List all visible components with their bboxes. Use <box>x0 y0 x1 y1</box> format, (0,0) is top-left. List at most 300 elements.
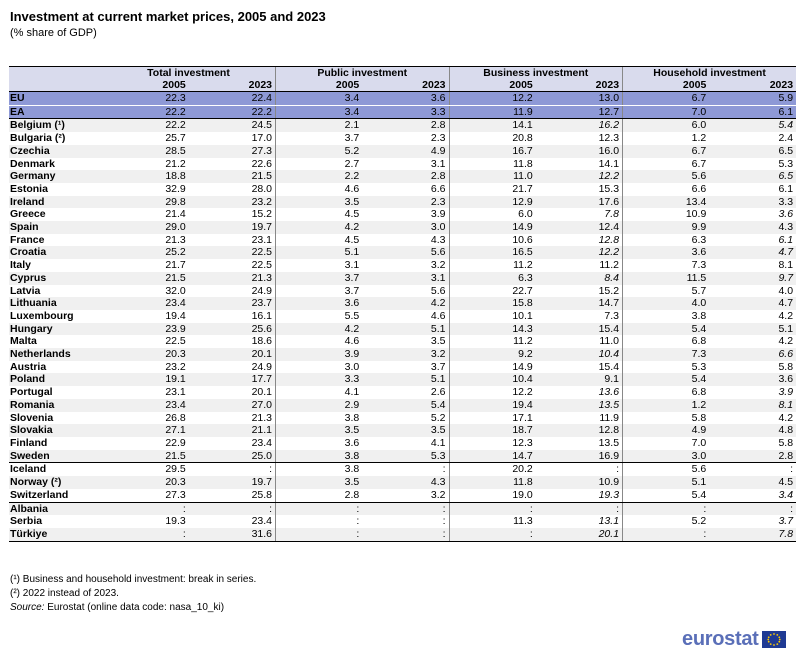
table-cell: 16.2 <box>536 119 623 132</box>
year-header: 2005 <box>102 80 189 92</box>
table-cell: 27.1 <box>102 424 189 437</box>
table-row <box>9 183 796 196</box>
table-cell: 24.5 <box>189 119 276 132</box>
table-cell: 7.0 <box>623 105 710 119</box>
table-cell: 27.3 <box>102 489 189 502</box>
year-header: 2023 <box>709 80 796 92</box>
table-cell: 16.1 <box>251 309 272 322</box>
row-label: Cyprus <box>9 272 102 285</box>
table-row <box>9 310 796 323</box>
table-cell: 5.8 <box>778 436 794 449</box>
table-cell: 6.8 <box>623 335 710 348</box>
table-cell: 32.9 <box>165 182 186 195</box>
table-cell: 5.9 <box>709 92 796 106</box>
table-cell: 14.3 <box>449 323 536 336</box>
table-cell: 3.8 <box>276 412 363 425</box>
table-row <box>9 489 796 502</box>
table-row <box>9 373 796 386</box>
table-row <box>9 196 796 209</box>
table-cell: 22.4 <box>189 92 276 106</box>
table-cell: 2.3 <box>362 196 449 209</box>
table-cell: 5.6 <box>623 463 710 476</box>
table-cell: 12.3 <box>449 437 536 450</box>
table-cell: 4.5 <box>276 208 363 221</box>
row-label: Estonia <box>10 182 48 195</box>
table-cell: 15.4 <box>598 360 620 373</box>
table-row <box>9 437 796 450</box>
row-label: Malta <box>10 335 37 348</box>
table-cell: : <box>623 502 710 515</box>
table-cell: 5.2 <box>430 411 446 424</box>
row-label: Finland <box>10 436 48 449</box>
table-cell: : <box>362 528 449 541</box>
table-cell: 12.9 <box>449 196 536 209</box>
table-cell: : <box>276 528 363 541</box>
table-cell: 5.6 <box>623 170 710 183</box>
table-cell: : <box>189 502 276 515</box>
row-label: Denmark <box>10 157 55 170</box>
table-cell: : <box>442 515 446 528</box>
table-cell: 6.1 <box>778 233 794 246</box>
table-cell: 8.1 <box>709 399 796 412</box>
table-cell: 17.7 <box>189 373 276 386</box>
table-cell: 24.9 <box>251 360 272 373</box>
table-row <box>9 450 796 463</box>
table-cell: 8.4 <box>536 272 623 285</box>
row-label: Spain <box>9 221 102 234</box>
table-cell: 12.4 <box>536 221 623 234</box>
table-cell: 5.3 <box>623 361 710 374</box>
table-cell: 19.7 <box>189 221 276 234</box>
table-cell: 4.1 <box>430 436 446 449</box>
row-label: Netherlands <box>9 348 102 361</box>
row-label: Romania <box>9 399 102 412</box>
logo-text: eurostat <box>682 627 759 650</box>
eurostat-logo <box>682 629 786 649</box>
table-cell: 3.8 <box>623 310 710 323</box>
table-cell: 11.2 <box>449 335 536 348</box>
table-cell: 13.5 <box>598 436 620 449</box>
table-cell: 24.9 <box>251 284 272 297</box>
table-cell: 21.3 <box>189 272 276 285</box>
table-cell: 3.7 <box>430 360 446 373</box>
corner-cell <box>9 80 102 92</box>
table-cell: 18.6 <box>251 335 272 348</box>
table-cell: 12.8 <box>536 424 623 437</box>
table-cell: 32.0 <box>165 284 186 297</box>
table-cell: 29.5 <box>165 463 186 476</box>
table-cell: 5.1 <box>623 476 710 489</box>
table-cell: 9.9 <box>623 221 710 234</box>
table-cell: 9.1 <box>536 373 623 386</box>
table-cell: 5.4 <box>362 399 449 412</box>
table-cell: 4.2 <box>778 335 794 348</box>
table-cell: 1.2 <box>623 132 710 145</box>
table-cell: 3.7 <box>276 272 363 285</box>
table-cell: 5.7 <box>623 285 710 298</box>
table-cell: 13.0 <box>536 92 623 106</box>
table-cell: 2.8 <box>362 170 449 183</box>
table-cell: 3.6 <box>362 92 449 106</box>
row-label: Latvia <box>10 284 41 297</box>
table-cell: 19.3 <box>165 515 186 528</box>
table-cell: 3.4 <box>276 92 363 106</box>
table-cell: 25.0 <box>189 450 276 463</box>
table-cell: 21.7 <box>165 259 186 272</box>
table-row <box>9 412 796 425</box>
row-label: Czechia <box>9 145 102 158</box>
row-label: EA <box>9 105 102 119</box>
col-group-total: Total investment <box>102 67 276 81</box>
table-cell: 31.6 <box>189 528 276 541</box>
table-cell: : <box>276 502 363 515</box>
table-cell: 20.1 <box>536 528 623 541</box>
table-cell: 6.1 <box>778 182 794 195</box>
table-cell: 20.1 <box>189 348 276 361</box>
row-label: Slovenia <box>10 411 54 424</box>
table-cell: 27.3 <box>189 145 276 158</box>
table-cell: 16.0 <box>536 145 623 158</box>
row-label: Germany <box>9 170 102 183</box>
table-cell: 19.4 <box>449 399 536 412</box>
table-cell: 6.0 <box>449 208 536 221</box>
table-cell: 3.1 <box>276 259 363 272</box>
table-cell: 5.1 <box>276 246 363 259</box>
table-cell: 25.6 <box>189 323 276 336</box>
table-cell: 5.6 <box>362 246 449 259</box>
table-cell: 3.5 <box>276 196 363 209</box>
table-cell: 28.0 <box>251 182 272 195</box>
table-cell: 14.7 <box>536 297 623 310</box>
table-row <box>9 476 796 489</box>
table-row <box>9 515 796 528</box>
table-row <box>9 259 796 272</box>
table-cell: 3.2 <box>430 259 446 272</box>
table-cell: 10.9 <box>623 208 710 221</box>
table-cell: 23.7 <box>189 297 276 310</box>
table-cell: 6.6 <box>709 348 796 361</box>
table-cell: 4.3 <box>709 221 796 234</box>
table-cell: 4.2 <box>276 221 363 234</box>
table-cell: 5.5 <box>276 310 363 323</box>
table-cell: 5.4 <box>623 373 710 386</box>
table-row <box>9 92 796 106</box>
table-cell: 9.2 <box>449 348 536 361</box>
table-row <box>9 208 796 221</box>
table-cell: 14.9 <box>449 221 536 234</box>
table-cell: 19.3 <box>536 489 623 502</box>
row-label: Iceland <box>10 463 47 476</box>
table-cell: : <box>276 515 363 528</box>
table-cell: 3.0 <box>276 361 363 374</box>
table-cell: 5.1 <box>362 373 449 386</box>
table-cell: 3.3 <box>276 373 363 386</box>
table-cell: 4.2 <box>778 309 794 322</box>
table-cell: 4.9 <box>623 424 710 437</box>
table-cell: 21.1 <box>189 424 276 437</box>
table-cell: 11.9 <box>599 411 620 424</box>
table-row <box>9 119 796 132</box>
row-label: Portugal <box>10 386 53 399</box>
table-cell: 15.8 <box>449 297 536 310</box>
table-cell: 13.1 <box>598 515 620 528</box>
table-cell: 7.3 <box>623 348 710 361</box>
table-cell: 3.9 <box>778 386 794 399</box>
table-row <box>9 335 796 348</box>
table-row <box>9 272 796 285</box>
table-cell: 6.3 <box>623 234 710 247</box>
table-cell: 2.8 <box>362 119 449 132</box>
table-cell: 4.0 <box>623 297 710 310</box>
table-row <box>9 361 796 374</box>
table-cell: 11.5 <box>623 272 710 285</box>
table-row <box>9 105 796 119</box>
column-group-header-row <box>9 67 796 81</box>
table-cell: 21.2 <box>165 157 186 170</box>
row-label: Luxembourg <box>10 309 74 322</box>
table-cell: 4.6 <box>430 309 446 322</box>
row-label: Slovakia <box>9 424 102 437</box>
source-label: Source: <box>10 602 45 613</box>
year-header: 2005 <box>449 80 536 92</box>
table-cell: 2.1 <box>276 119 363 132</box>
table-cell: 5.6 <box>430 284 446 297</box>
table-row <box>9 323 796 336</box>
table-cell: 4.2 <box>778 411 794 424</box>
table-cell: 4.7 <box>709 246 796 259</box>
row-label: Hungary <box>9 323 102 336</box>
row-label: Türkiye <box>9 528 102 541</box>
table-row <box>9 158 796 171</box>
table-cell: 21.3 <box>251 411 272 424</box>
table-cell: 22.2 <box>102 105 189 119</box>
table-cell: 12.3 <box>598 132 620 145</box>
table-cell: 5.2 <box>276 145 363 158</box>
table-cell: 1.2 <box>623 399 710 412</box>
table-cell: 7.3 <box>604 309 620 322</box>
table-cell: 4.6 <box>276 335 363 348</box>
table-cell: 7.8 <box>709 528 796 541</box>
footnote-2: (²) 2022 instead of 2023. <box>10 588 119 599</box>
row-label: Ireland <box>9 196 102 209</box>
table-cell: 12.2 <box>536 170 623 183</box>
table-cell: : <box>269 463 272 476</box>
table-cell: 3.6 <box>276 297 363 310</box>
year-header: 2023 <box>536 80 623 92</box>
table-cell: 5.2 <box>623 515 710 528</box>
table-row <box>9 463 796 476</box>
table-cell: 22.5 <box>251 259 272 272</box>
table-cell: : <box>442 463 446 476</box>
table-cell: 3.8 <box>276 450 363 463</box>
table-cell: 9.7 <box>709 272 796 285</box>
table-cell: 6.8 <box>623 386 710 399</box>
table-cell: 21.5 <box>189 170 276 183</box>
table-cell: 21.5 <box>102 450 189 463</box>
table-cell: 22.2 <box>189 105 276 119</box>
table-cell: 3.0 <box>362 221 449 234</box>
table-cell: 10.4 <box>449 373 536 386</box>
table-cell: 22.2 <box>102 119 189 132</box>
table-cell: 11.8 <box>449 476 536 489</box>
table-cell: 4.9 <box>362 145 449 158</box>
footnote-1: (¹) Business and household investment: break in series. <box>10 574 257 585</box>
table-cell: : <box>623 528 710 541</box>
table-cell: 21.4 <box>165 208 186 221</box>
table-cell: 23.2 <box>189 196 276 209</box>
table-cell: : <box>536 502 623 515</box>
source-line <box>10 601 256 615</box>
table-cell: 4.0 <box>778 284 794 297</box>
table-cell: 15.2 <box>251 208 272 221</box>
table-row <box>9 386 796 399</box>
table-cell: 12.2 <box>449 386 536 399</box>
table-cell: 6.6 <box>430 182 446 195</box>
col-group-business: Business investment <box>449 67 623 81</box>
table-cell: 6.7 <box>623 92 710 106</box>
table-cell: 23.4 <box>251 436 272 449</box>
table-cell: 8.1 <box>778 259 794 272</box>
row-label: Croatia <box>9 246 102 259</box>
table-cell: 5.3 <box>362 450 449 463</box>
table-cell: : <box>790 463 794 476</box>
row-label: Belgium (¹) <box>9 119 102 132</box>
table-cell: 21.7 <box>449 183 536 196</box>
table-cell: 10.9 <box>536 476 623 489</box>
table-cell: 14.7 <box>449 450 536 463</box>
table-cell: 3.3 <box>709 196 796 209</box>
table-cell: 5.8 <box>778 360 794 373</box>
table-cell: 3.6 <box>276 437 363 450</box>
table-cell: 16.5 <box>449 246 536 259</box>
row-label: Norway (²) <box>9 476 102 489</box>
table-cell: 4.5 <box>709 476 796 489</box>
table-cell: 29.0 <box>102 221 189 234</box>
table-cell: 7.3 <box>623 259 710 272</box>
table-cell: 13.5 <box>536 399 623 412</box>
table-cell: 2.2 <box>276 170 363 183</box>
table-cell: 4.2 <box>276 323 363 336</box>
table-cell: 22.9 <box>165 436 186 449</box>
table-cell: 3.0 <box>623 450 710 463</box>
table-cell: 15.4 <box>536 323 623 336</box>
table-cell: 15.3 <box>598 182 620 195</box>
table-cell: 5.4 <box>623 489 710 502</box>
table-cell: 6.7 <box>623 145 710 158</box>
table-row <box>9 221 796 234</box>
table-cell: 12.2 <box>536 246 623 259</box>
table-cell: 13.6 <box>598 386 620 399</box>
table-cell: 3.6 <box>623 246 710 259</box>
table-cell: 22.7 <box>449 285 536 298</box>
table-cell: 23.9 <box>102 323 189 336</box>
table-cell: 5.3 <box>778 157 794 170</box>
table-cell: 4.3 <box>362 476 449 489</box>
table-cell: 22.6 <box>251 157 272 170</box>
table-cell: 29.8 <box>102 196 189 209</box>
row-label: Poland <box>9 373 102 386</box>
table-cell: 14.9 <box>449 361 536 374</box>
table-cell: 10.4 <box>536 348 623 361</box>
table-cell: 19.1 <box>102 373 189 386</box>
table-cell: 17.1 <box>449 412 536 425</box>
table-cell: 23.4 <box>102 297 189 310</box>
eu-flag-icon <box>762 631 786 648</box>
table-cell: 15.2 <box>598 284 620 297</box>
table-cell: 20.2 <box>449 463 536 476</box>
table-cell: 20.3 <box>102 476 189 489</box>
table-subtitle: (% share of GDP) <box>10 27 97 39</box>
table-row <box>9 424 796 437</box>
table-cell: 7.0 <box>623 437 710 450</box>
table-cell: 5.4 <box>623 323 710 336</box>
table-cell: 2.3 <box>430 132 446 145</box>
table-cell: 6.3 <box>449 272 536 285</box>
table-row <box>9 297 796 310</box>
table-cell: 11.8 <box>449 158 536 171</box>
year-header: 2005 <box>276 80 363 92</box>
table-row <box>9 246 796 259</box>
table-cell: 19.4 <box>165 309 186 322</box>
table-cell: 25.8 <box>189 489 276 502</box>
table-cell: 4.7 <box>709 297 796 310</box>
table-cell: 11.0 <box>599 335 620 348</box>
table-cell: 28.5 <box>102 145 189 158</box>
table-cell: 6.5 <box>709 145 796 158</box>
table-cell: 13.4 <box>623 196 710 209</box>
corner-cell <box>9 67 102 81</box>
table-cell: 3.3 <box>362 105 449 119</box>
table-cell: 20.3 <box>102 348 189 361</box>
table-cell: 3.8 <box>276 463 363 476</box>
table-cell: 4.5 <box>276 234 363 247</box>
table-cell: 12.2 <box>449 92 536 106</box>
table-cell: 6.1 <box>709 105 796 119</box>
table-cell: 19.0 <box>449 489 536 502</box>
table-cell: 12.8 <box>598 233 620 246</box>
table-cell: 22.5 <box>165 335 186 348</box>
year-header: 2023 <box>189 80 276 92</box>
table-cell: 3.9 <box>430 208 446 221</box>
table-row <box>9 399 796 412</box>
table-cell: 11.9 <box>449 105 536 119</box>
table-row <box>9 285 796 298</box>
table-cell: 20.8 <box>449 132 536 145</box>
row-label: Greece <box>10 208 46 221</box>
table-cell: 2.6 <box>430 386 446 399</box>
table-cell: 3.7 <box>276 132 363 145</box>
table-cell: 2.4 <box>778 132 794 145</box>
row-label: Lithuania <box>9 297 102 310</box>
table-cell: : <box>102 528 189 541</box>
table-cell: 3.1 <box>362 272 449 285</box>
table-cell: 4.8 <box>709 424 796 437</box>
table-cell: 3.4 <box>709 489 796 502</box>
table-cell: 3.5 <box>276 424 363 437</box>
table-cell: 12.7 <box>536 105 623 119</box>
table-cell: 25.7 <box>165 132 186 145</box>
col-group-household: Household investment <box>623 67 797 81</box>
table-cell: 19.7 <box>189 476 276 489</box>
table-row <box>9 234 796 247</box>
table-cell: 4.3 <box>430 233 446 246</box>
table-cell: 17.6 <box>536 196 623 209</box>
table-cell: : <box>709 502 796 515</box>
table-cell: 3.5 <box>362 424 449 437</box>
table-cell: 3.6 <box>709 373 796 386</box>
table-cell: 16.9 <box>536 450 623 463</box>
table-cell: 14.1 <box>449 119 536 132</box>
